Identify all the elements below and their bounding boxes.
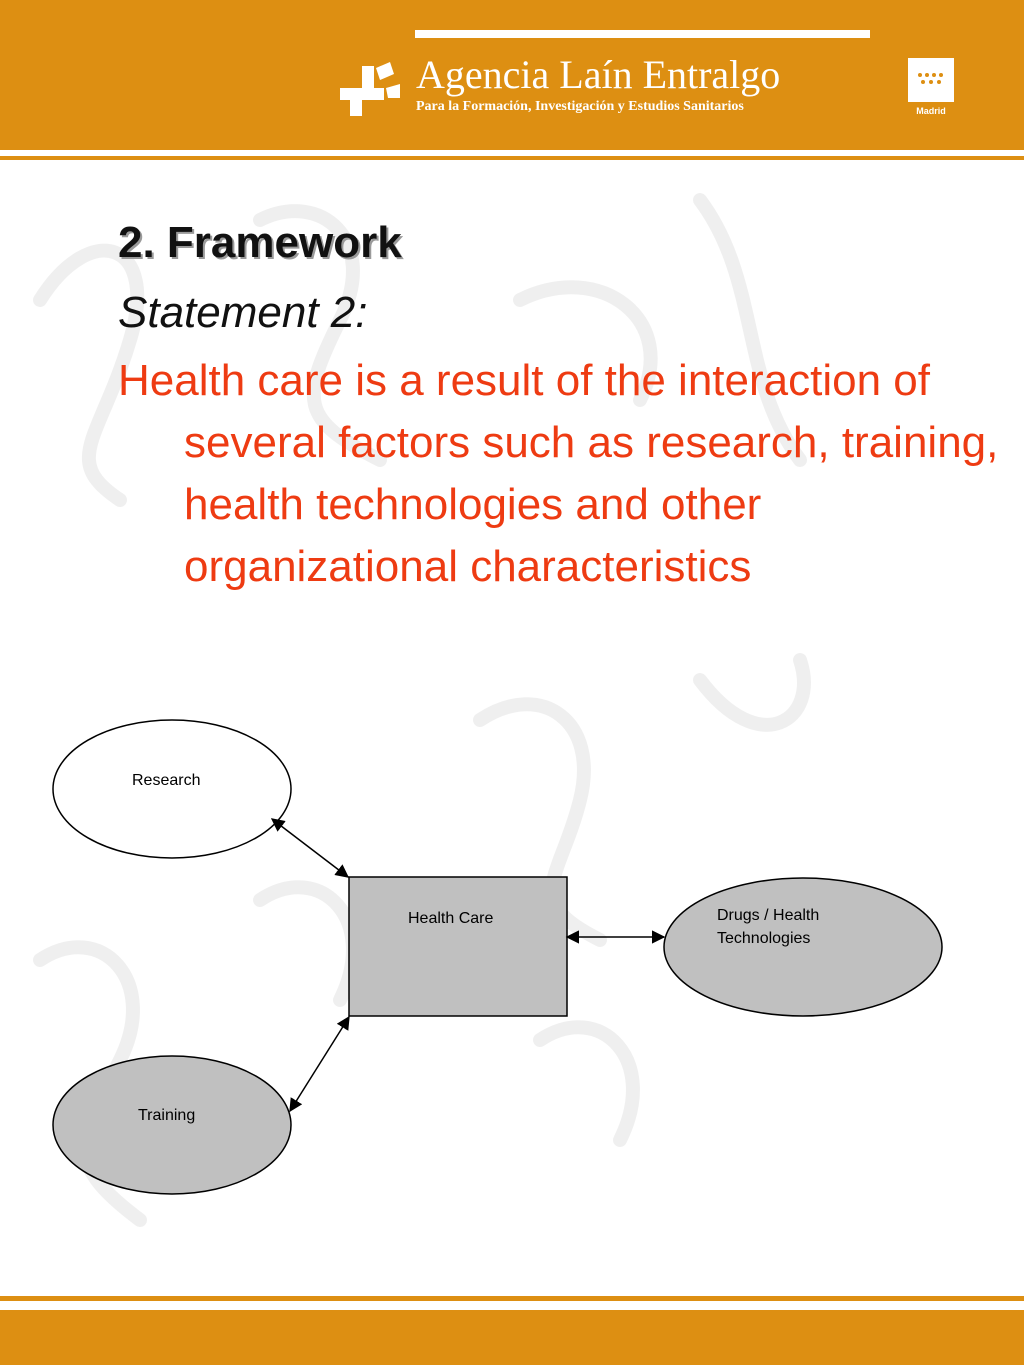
- health-care-label: Health Care: [408, 910, 494, 927]
- agency-name: Agencia Laín Entralgo: [416, 52, 781, 97]
- header-band: [0, 0, 1024, 150]
- training-label: Training: [138, 1107, 196, 1124]
- header-top-bar: [415, 30, 870, 38]
- drugs-label-line2: Technologies: [717, 930, 811, 947]
- statement-body: Health care is a result of the interaction of several factors such as research, training, health technologies and other organizational characteristics: [118, 356, 999, 591]
- research-label: Research: [132, 772, 201, 789]
- drugs-label-line1: Drugs / Health: [717, 907, 820, 924]
- madrid-stars-icon: [908, 58, 954, 102]
- statement-label: Statement 2:: [118, 288, 368, 337]
- agency-logo-text: [416, 52, 780, 116]
- footer-band: [0, 1310, 1024, 1365]
- health-care-node: [349, 877, 567, 1016]
- madrid-emblem: [908, 58, 956, 120]
- slide-heading: 2. Framework: [118, 218, 402, 267]
- madrid-label: Madrid: [916, 106, 946, 116]
- agency-subtitle: Para la Formación, Investigación y Estudios Sanitarios: [416, 99, 744, 114]
- research-health-care-arrow: [272, 819, 348, 877]
- training-node: [53, 1056, 291, 1194]
- training-health-care-arrow: [290, 1017, 349, 1111]
- agency-logo-icon: [332, 58, 402, 120]
- footer-rule: [0, 1296, 1024, 1301]
- framework-diagram: [0, 700, 1024, 1220]
